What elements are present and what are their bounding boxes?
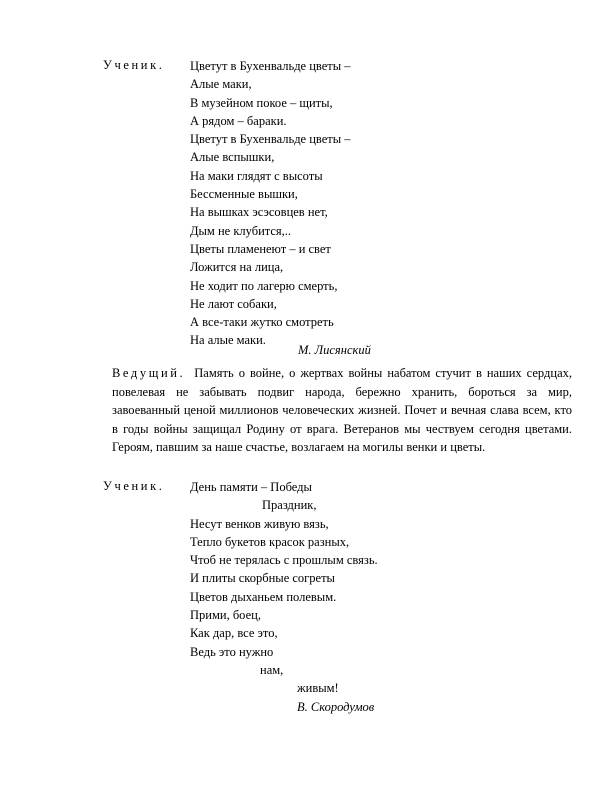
poem-line: Цветут в Бухенвальде цветы –	[190, 59, 351, 73]
poem-line: Ложится на лица,	[190, 260, 284, 275]
poem-line: Как дар, все это,	[190, 626, 278, 641]
presenter-paragraph	[112, 364, 572, 457]
poem-line: Прими, боец,	[190, 608, 261, 623]
poem-line: Праздник,	[262, 498, 317, 513]
poem-line: Не ходит по лагерю смерть,	[190, 278, 338, 293]
poem-author-lisyansky: М. Лисянский	[298, 343, 371, 357]
poem-line: В музейном покое – щиты,	[190, 95, 333, 110]
poem-line: Дым не клубится,..	[190, 223, 292, 238]
poem-line: На вышках эсэсовцев нет,	[190, 205, 328, 220]
poem-author-skorodumov: В. Скородумов	[297, 700, 375, 714]
presenter-text: Память о войне, о жертвах войны набатом стучит в наших сердцах, повелевая не забывать подвиг народа, бережно хранить, бороться за мир, завоеванный ценой миллионов человеческих жизней. Почет и вечная слава всем, кто в годы войны защищал Родину от врага. Ветеранов мы чествуем сегодня цветами. Героям, павшим за наше счастье, возлагаем на могилы венки и цветы.	[112, 366, 572, 455]
poem-line: На маки глядят с высоты	[190, 168, 323, 183]
poem-line: На алые маки.	[190, 333, 266, 348]
poem-line: День памяти – Победы	[190, 480, 312, 494]
poem-line: Цветут в Бухенвальде цветы –	[190, 132, 351, 147]
speaker-label-student-2: Ученик.	[103, 479, 165, 493]
poem-line: нам,	[260, 662, 284, 677]
poem-line: Алые маки,	[190, 77, 252, 92]
poem-line: Цветы пламенеют – и свет	[190, 241, 331, 256]
poem-line: Ведь это нужно	[190, 644, 274, 659]
poem-line: Бессменные вышки,	[190, 187, 298, 202]
poem-line: Не лают собаки,	[190, 296, 277, 311]
poem-line: Несут венков живую вязь,	[190, 516, 329, 531]
poem-line: И плиты скорбные согреты	[190, 571, 335, 586]
poem-line: живым!	[297, 681, 339, 696]
poem-line: Тепло букетов красок разных,	[190, 534, 350, 549]
poem-line: А рядом – бараки.	[190, 113, 287, 128]
poem-line: Алые вспышки,	[190, 150, 275, 165]
poem-line: Цветов дыханьем полевым.	[190, 589, 337, 604]
speaker-label-student-1: Ученик.	[103, 58, 165, 72]
poem-victory-day	[190, 478, 378, 698]
poem-line: Чтоб не терялась с прошлым связь.	[190, 553, 378, 568]
poem-buchenwald	[190, 57, 351, 350]
speaker-label-presenter: Ведущий.	[112, 366, 186, 380]
poem-line: А все-таки жутко смотреть	[190, 315, 334, 330]
